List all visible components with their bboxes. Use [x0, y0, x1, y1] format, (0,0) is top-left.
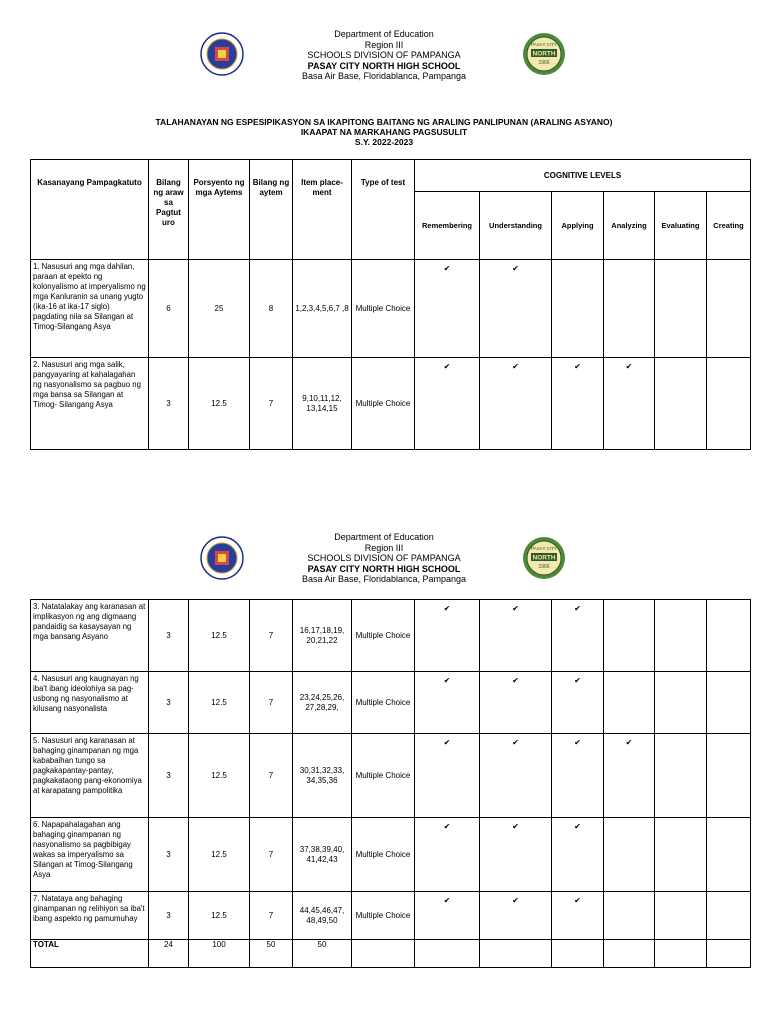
- level-cell-evaluating: [655, 600, 707, 672]
- title-line-2: IKAAPAT NA MARKAHANG PAGSUSULIT: [300, 127, 468, 137]
- checkmark-icon: ✔: [604, 358, 655, 450]
- document-title: [0, 117, 768, 147]
- placement-value: 44,45,46,47, 48,49,50: [293, 892, 352, 940]
- level-cell-evaluating: [655, 358, 707, 450]
- checkmark-icon: ✔: [552, 892, 604, 940]
- checkmark-icon: ✔: [415, 260, 480, 358]
- test-type: Multiple Choice: [352, 260, 415, 358]
- col-cognitive-levels: COGNITIVE LEVELS: [415, 160, 751, 192]
- level-cell-analyzing: [604, 600, 655, 672]
- items-value: 7: [250, 358, 293, 450]
- placement-value: 30,31,32,33, 34,35,36: [293, 734, 352, 818]
- page2-header: [0, 532, 768, 585]
- school-name: PASAY CITY NORTH HIGH SCHOOL: [307, 60, 461, 71]
- level-cell-evaluating: [655, 734, 707, 818]
- col-days: Bilang ng araw sa Pagtut uro: [149, 160, 189, 260]
- competency-row-2: [31, 358, 751, 450]
- competency-text: 5. Nasusuri ang karanasan at bahaging ginampanan ng mga kababaihan tungo sa pagkakapantay-pantay, pagkakataong pang-ekonomiya at karapatang pampolitika: [31, 734, 149, 818]
- percent-value: 12.5: [189, 734, 250, 818]
- placement-value: 16,17,18,19, 20,21,22: [293, 600, 352, 672]
- dept-name: Department of Education: [334, 532, 434, 542]
- col-competency: Kasanayang Pampagkatuto: [31, 160, 149, 260]
- percent-value: 12.5: [189, 818, 250, 892]
- checkmark-icon: ✔: [480, 260, 552, 358]
- percent-value: 25: [189, 260, 250, 358]
- competency-row-3: [31, 600, 751, 672]
- competency-text: 2. Nasusuri ang mga salik, pangyayaring at kahalagahan ng nasyonalismo sa pagbuo ng mga bansa sa Silangan at Timog- Silangang Asya: [31, 358, 149, 450]
- col-percent: Porsyento ng mga Aytems: [189, 160, 250, 260]
- checkmark-icon: ✔: [415, 818, 480, 892]
- school-seal-word: NORTH: [532, 50, 556, 58]
- total-items: 50: [250, 940, 293, 968]
- test-type: Multiple Choice: [352, 892, 415, 940]
- school-address: Basa Air Base, Floridablanca, Pampanga: [301, 574, 467, 584]
- total-placement: 50: [293, 940, 352, 968]
- checkmark-icon: ✔: [552, 734, 604, 818]
- school-seal-top-text: PASAY CITY: [531, 546, 557, 551]
- division: SCHOOLS DIVISION OF PAMPANGA: [307, 553, 461, 563]
- total-row: [31, 940, 751, 968]
- school-seal-word: NORTH: [532, 554, 556, 562]
- percent-value: 12.5: [189, 672, 250, 734]
- percent-value: 12.5: [189, 600, 250, 672]
- competency-row-5: [31, 734, 751, 818]
- level-cell-analyzing: [604, 672, 655, 734]
- page1-header: [0, 29, 768, 82]
- total-label: TOTAL: [31, 940, 149, 968]
- level-cell-analyzing: [604, 818, 655, 892]
- school-seal-year: 1966: [538, 60, 550, 66]
- competency-row-4: [31, 672, 751, 734]
- percent-value: 12.5: [189, 892, 250, 940]
- competency-row-6: [31, 818, 751, 892]
- level-cell-creating: [707, 600, 751, 672]
- checkmark-icon: ✔: [480, 358, 552, 450]
- total-percent: 100: [189, 940, 250, 968]
- competency-text: 6. Napapahalagahan ang bahaging ginampanan ng nasyonalismo sa pagbibigay wakas sa imperyalismo sa Silangan at Timog-Silangang Asya: [31, 818, 149, 892]
- spec-table-page2: [30, 599, 751, 968]
- checkmark-icon: ✔: [604, 734, 655, 818]
- level-creating: Creating: [707, 192, 751, 260]
- checkmark-icon: ✔: [415, 892, 480, 940]
- placement-value: 9,10,11,12, 13,14,15: [293, 358, 352, 450]
- division: SCHOOLS DIVISION OF PAMPANGA: [307, 50, 461, 60]
- checkmark-icon: ✔: [480, 734, 552, 818]
- level-applying: Applying: [552, 192, 604, 260]
- checkmark-icon: ✔: [415, 672, 480, 734]
- test-type: Multiple Choice: [352, 818, 415, 892]
- region: Region III: [364, 542, 404, 553]
- checkmark-icon: ✔: [552, 600, 604, 672]
- items-value: 7: [250, 672, 293, 734]
- school-seal-top-text: PASAY CITY: [531, 42, 557, 47]
- test-type: Multiple Choice: [352, 600, 415, 672]
- level-evaluating: Evaluating: [655, 192, 707, 260]
- checkmark-icon: ✔: [480, 672, 552, 734]
- level-cell-applying: [552, 260, 604, 358]
- competency-text: 1. Nasusuri ang mga dahilan, paraan at epekto ng kolonyalismo at imperyalismo ng mga Kanluranin sa unang yugto (ika-16 at ika-17 siglo) pagdating nila sa Silangan at Timog-Silangang Asya: [31, 260, 149, 358]
- checkmark-icon: ✔: [480, 600, 552, 672]
- col-type: Type of test: [352, 160, 415, 260]
- level-cell-evaluating: [655, 672, 707, 734]
- checkmark-icon: ✔: [480, 892, 552, 940]
- total-days: 24: [149, 940, 189, 968]
- level-understanding: Understanding: [480, 192, 552, 260]
- placement-value: 37,38,39,40, 41,42,43: [293, 818, 352, 892]
- checkmark-icon: ✔: [415, 734, 480, 818]
- level-cell-analyzing: [604, 892, 655, 940]
- region: Region III: [364, 39, 404, 50]
- level-cell-creating: [707, 818, 751, 892]
- test-type: Multiple Choice: [352, 358, 415, 450]
- level-cell-evaluating: [655, 892, 707, 940]
- competency-text: 7. Natataya ang bahaging ginampanan ng relihiyon sa iba't ibang aspekto ng pamumuhay: [31, 892, 149, 940]
- days-value: 3: [149, 734, 189, 818]
- competency-text: 3. Natatalakay ang karanasan at implikasyon ng ang digmaang pandaidig sa kasaysayan ng mga bansang Asyano: [31, 600, 149, 672]
- days-value: 3: [149, 600, 189, 672]
- items-value: 7: [250, 818, 293, 892]
- competency-row-1: [31, 260, 751, 358]
- placement-value: 1,2,3,4,5,6,7 ,8: [293, 260, 352, 358]
- level-cell-evaluating: [655, 260, 707, 358]
- checkmark-icon: ✔: [415, 358, 480, 450]
- checkmark-icon: ✔: [552, 358, 604, 450]
- test-type: Multiple Choice: [352, 672, 415, 734]
- competency-row-7: [31, 892, 751, 940]
- days-value: 3: [149, 358, 189, 450]
- level-cell-creating: [707, 672, 751, 734]
- page2-rows: [31, 600, 751, 940]
- school-name: PASAY CITY NORTH HIGH SCHOOL: [307, 563, 461, 574]
- days-value: 3: [149, 818, 189, 892]
- title-line-3: S.Y. 2022-2023: [354, 137, 414, 147]
- page1-rows: [31, 260, 751, 450]
- level-remembering: Remembering: [415, 192, 480, 260]
- level-cell-analyzing: [604, 260, 655, 358]
- days-value: 3: [149, 892, 189, 940]
- level-cell-creating: [707, 892, 751, 940]
- checkmark-icon: ✔: [552, 818, 604, 892]
- days-value: 3: [149, 672, 189, 734]
- competency-text: 4. Nasusuri ang kaugnayan ng iba't ibang ideolohiya sa pag-usbong ng nasyonalismo at kilusang nasyonalista: [31, 672, 149, 734]
- school-seal-year: 1966: [538, 564, 550, 570]
- items-value: 8: [250, 260, 293, 358]
- col-items: Bilang ng aytem: [250, 160, 293, 260]
- col-placement: Item place- ment: [293, 160, 352, 260]
- percent-value: 12.5: [189, 358, 250, 450]
- items-value: 7: [250, 600, 293, 672]
- level-cell-evaluating: [655, 818, 707, 892]
- level-analyzing: Analyzing: [604, 192, 655, 260]
- title-line-1: TALAHANAYAN NG ESPESIPIKASYON SA IKAPITONG BAITANG NG ARALING PANLIPUNAN (ARALING ASYANO): [155, 117, 613, 127]
- placement-value: 23,24,25,26, 27,28,29,: [293, 672, 352, 734]
- checkmark-icon: ✔: [552, 672, 604, 734]
- checkmark-icon: ✔: [480, 818, 552, 892]
- items-value: 7: [250, 892, 293, 940]
- school-address: Basa Air Base, Floridablanca, Pampanga: [301, 71, 467, 81]
- level-cell-creating: [707, 358, 751, 450]
- items-value: 7: [250, 734, 293, 818]
- level-cell-creating: [707, 260, 751, 358]
- dept-name: Department of Education: [334, 29, 434, 39]
- level-cell-creating: [707, 734, 751, 818]
- spec-table-page1: [30, 159, 751, 450]
- days-value: 6: [149, 260, 189, 358]
- checkmark-icon: ✔: [415, 600, 480, 672]
- test-type: Multiple Choice: [352, 734, 415, 818]
